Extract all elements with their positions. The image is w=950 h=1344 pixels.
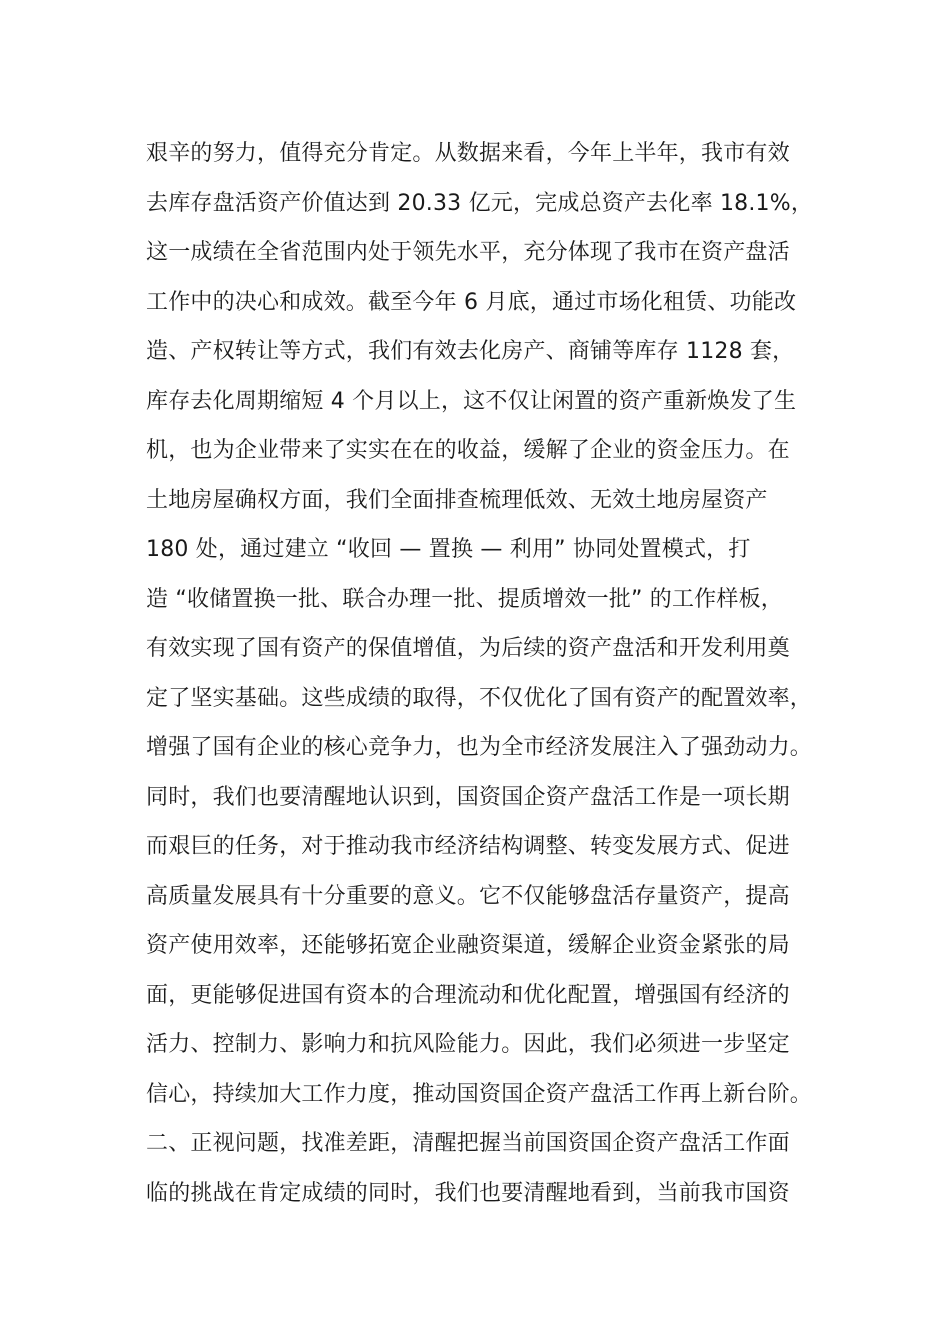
- text-line: 艰辛的努力，值得充分肯定。从数据来看，今年上半年，我市有效: [146, 141, 790, 166]
- text-line: 工作中的决心和成效。截至今年 6 月底，通过市场化租赁、功能改: [146, 289, 797, 315]
- text-line: 机，也为企业带来了实实在在的收益，缓解了企业的资金压力。在: [146, 438, 790, 463]
- text-line: 高质量发展具有十分重要的意义。它不仅能够盘活存量资产，提高: [146, 883, 790, 909]
- text-line: 临的挑战在肯定成绩的同时，我们也要清醒地看到，当前我市国资: [146, 1180, 790, 1206]
- text-line: 造、产权转让等方式，我们有效去化房产、商铺等库存 1128 套，: [146, 339, 795, 364]
- text-line: 去库存盘活资产价值达到 20.33 亿元，完成总资产去化率 18.1%，: [146, 190, 814, 216]
- text-line: 而艰巨的任务，对于推动我市经济结构调整、转变发展方式、促进: [146, 834, 790, 859]
- text-line: 造 “收储置换一批、联合办理一批、提质增效一批” 的工作样板，: [146, 586, 783, 612]
- text-line: 信心，持续加大工作力度，推动国资国企资产盘活工作再上新台阶。: [146, 1081, 813, 1107]
- text-line: 资产使用效率，还能够拓宽企业融资渠道，缓解企业资金紧张的局: [146, 933, 790, 958]
- text-line: 定了坚实基础。这些成绩的取得，不仅优化了国有资产的配置效率，: [146, 685, 813, 711]
- text-line: 二、正视问题，找准差距，清醒把握当前国资国企资产盘活工作面: [146, 1131, 790, 1156]
- text-line: 同时，我们也要清醒地认识到，国资国企资产盘活工作是一项长期: [146, 784, 790, 810]
- text-line: 180 处，通过建立 “收回 — 置换 — 利用” 协同处置模式，打: [146, 537, 751, 562]
- text-line: 有效实现了国有资产的保值增值，为后续的资产盘活和开发利用奠: [146, 636, 790, 661]
- text-line: 增强了国有企业的核心竞争力，也为全市经济发展注入了强劲动力。: [146, 735, 813, 760]
- text-line: 活力、控制力、影响力和抗风险能力。因此，我们必须进一步坚定: [146, 1032, 790, 1057]
- body-text: [146, 134, 826, 1223]
- text-line: 土地房屋确权方面，我们全面排查梳理低效、无效土地房屋资产: [146, 487, 768, 513]
- text-line: 这一成绩在全省范围内处于领先水平，充分体现了我市在资产盘活: [146, 240, 790, 265]
- text-line: 面，更能够促进国有资本的合理流动和优化配置，增强国有经济的: [146, 982, 790, 1008]
- text-line: 库存去化周期缩短 4 个月以上，这不仅让闲置的资产重新焕发了生: [146, 388, 797, 414]
